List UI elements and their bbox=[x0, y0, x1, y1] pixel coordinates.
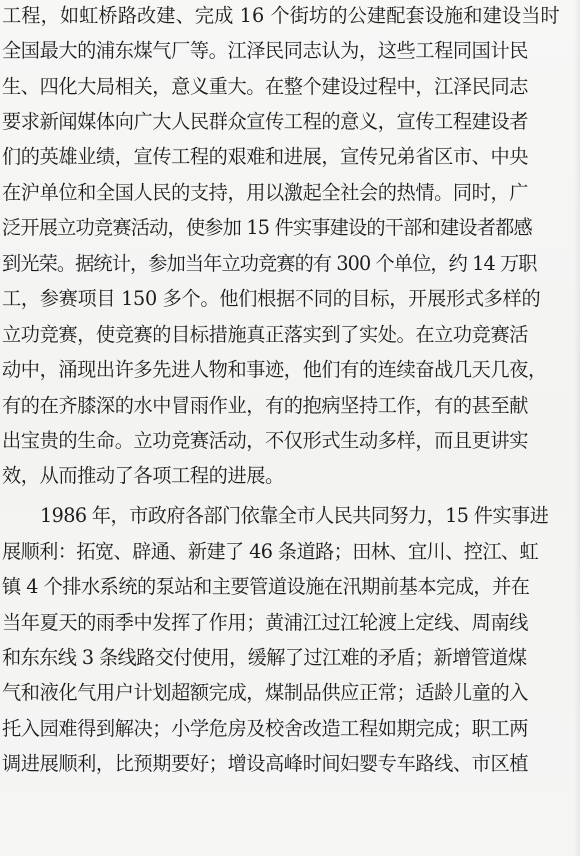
text-line: 要求新闻媒体向广大人民群众宣传工程的意义，宣传工程建设者 bbox=[2, 110, 529, 133]
text-line: 1986 年，市政府各部门依靠全市人民共同努力，15 件实事进 bbox=[40, 504, 549, 527]
text-line: 全国最大的浦东煤气厂等。江泽民同志认为，这些工程同国计民 bbox=[2, 39, 529, 62]
text-line: 出宝贵的生命。立功竞赛活动，不仅形式生动多样，而且更讲实 bbox=[2, 429, 529, 452]
text-line: 气和液化气用户计划超额完成，煤制品供应正常；适龄儿童的入 bbox=[2, 681, 529, 704]
text-line: 当年夏天的雨季中发挥了作用；黄浦江过江轮渡上定线、周南线 bbox=[2, 611, 529, 634]
text-line: 生、四化大局相关，意义重大。在整个建设过程中，江泽民同志 bbox=[2, 75, 529, 98]
text-line: 调进展顺利，比预期要好；增设高峰时间妇婴专车路线、市区植 bbox=[2, 752, 529, 775]
text-line: 和东东线 3 条线路交付使用，缓解了过江难的矛盾；新增管道煤 bbox=[2, 646, 527, 669]
text-line: 展顺利：拓宽、辟通、新建了 46 条道路；田林、宜川、控江、虹 bbox=[2, 540, 539, 563]
text-line: 有的在齐膝深的水中冒雨作业，有的抱病坚持工作，有的甚至献 bbox=[2, 394, 529, 417]
text-line: 们的英雄业绩，宣传工程的艰难和进展，宣传兄弟省区市、中央 bbox=[2, 145, 529, 168]
text-line: 托入园难得到解决；小学危房及校舍改造工程如期完成；职工两 bbox=[2, 717, 529, 740]
text-line: 泛开展立功竞赛活动，使参加 15 件实事建设的干部和建设者都感 bbox=[2, 216, 532, 239]
text-line: 立功竞赛，使竞赛的目标措施真正落实到了实处。在立功竞赛活 bbox=[2, 323, 529, 346]
text-line: 工，参赛项目 150 多个。他们根据不同的目标，开展形式多样的 bbox=[2, 287, 541, 310]
text-line: 到光荣。据统计，参加当年立功竞赛的有 300 个单位，约 14 万职 bbox=[2, 252, 537, 275]
page-edge-shadow bbox=[574, 0, 580, 856]
text-line: 工程，如虹桥路改建、完成 16 个街坊的公建配套设施和建设当时 bbox=[2, 4, 560, 27]
text-line: 在沪单位和全国人民的支持，用以激起全社会的热情。同时，广 bbox=[2, 181, 529, 204]
text-line: 效，从而推动了各项工程的进展。 bbox=[2, 464, 284, 487]
text-line: 动中，涌现出许多先进人物和事迹，他们有的连续奋战几天几夜， bbox=[2, 358, 547, 381]
text-line: 镇 4 个排水系统的泵站和主要管道设施在汛期前基本完成，并在 bbox=[2, 575, 530, 598]
